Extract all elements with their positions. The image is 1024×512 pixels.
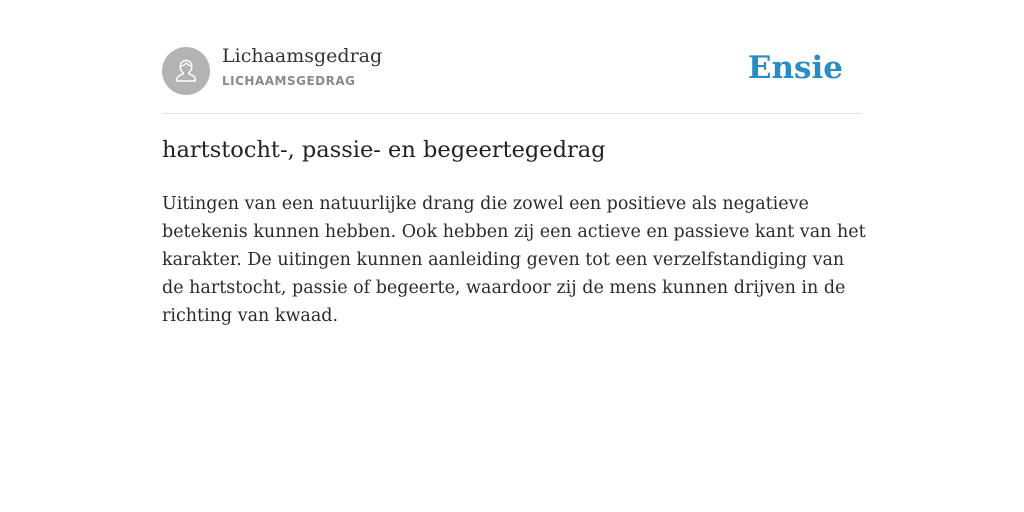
- author-name[interactable]: Lichaamsgedrag: [222, 45, 383, 67]
- card-header: [162, 0, 862, 114]
- ensie-logo[interactable]: Ensie: [747, 50, 843, 86]
- term-title: hartstocht-, passie- en begeertegedrag: [162, 137, 606, 163]
- definition-text: Uitingen van een natuurlijke drang die zowel een positieve als negatieve betekenis kunnen hebben. Ook hebben zij een actieve en passieve kant van het karakter. De uitingen kunnen aanleiding geven tot een verzelfstandiging van de hartstocht, passie of begeerte, waardoor zij de mens kunnen drijven in de richting van kwaad.: [162, 194, 866, 326]
- author-handle[interactable]: LICHAAMSGEDRAG: [222, 74, 356, 88]
- user-icon: [171, 56, 201, 86]
- definition-card: [162, 0, 866, 326]
- avatar[interactable]: [162, 47, 210, 95]
